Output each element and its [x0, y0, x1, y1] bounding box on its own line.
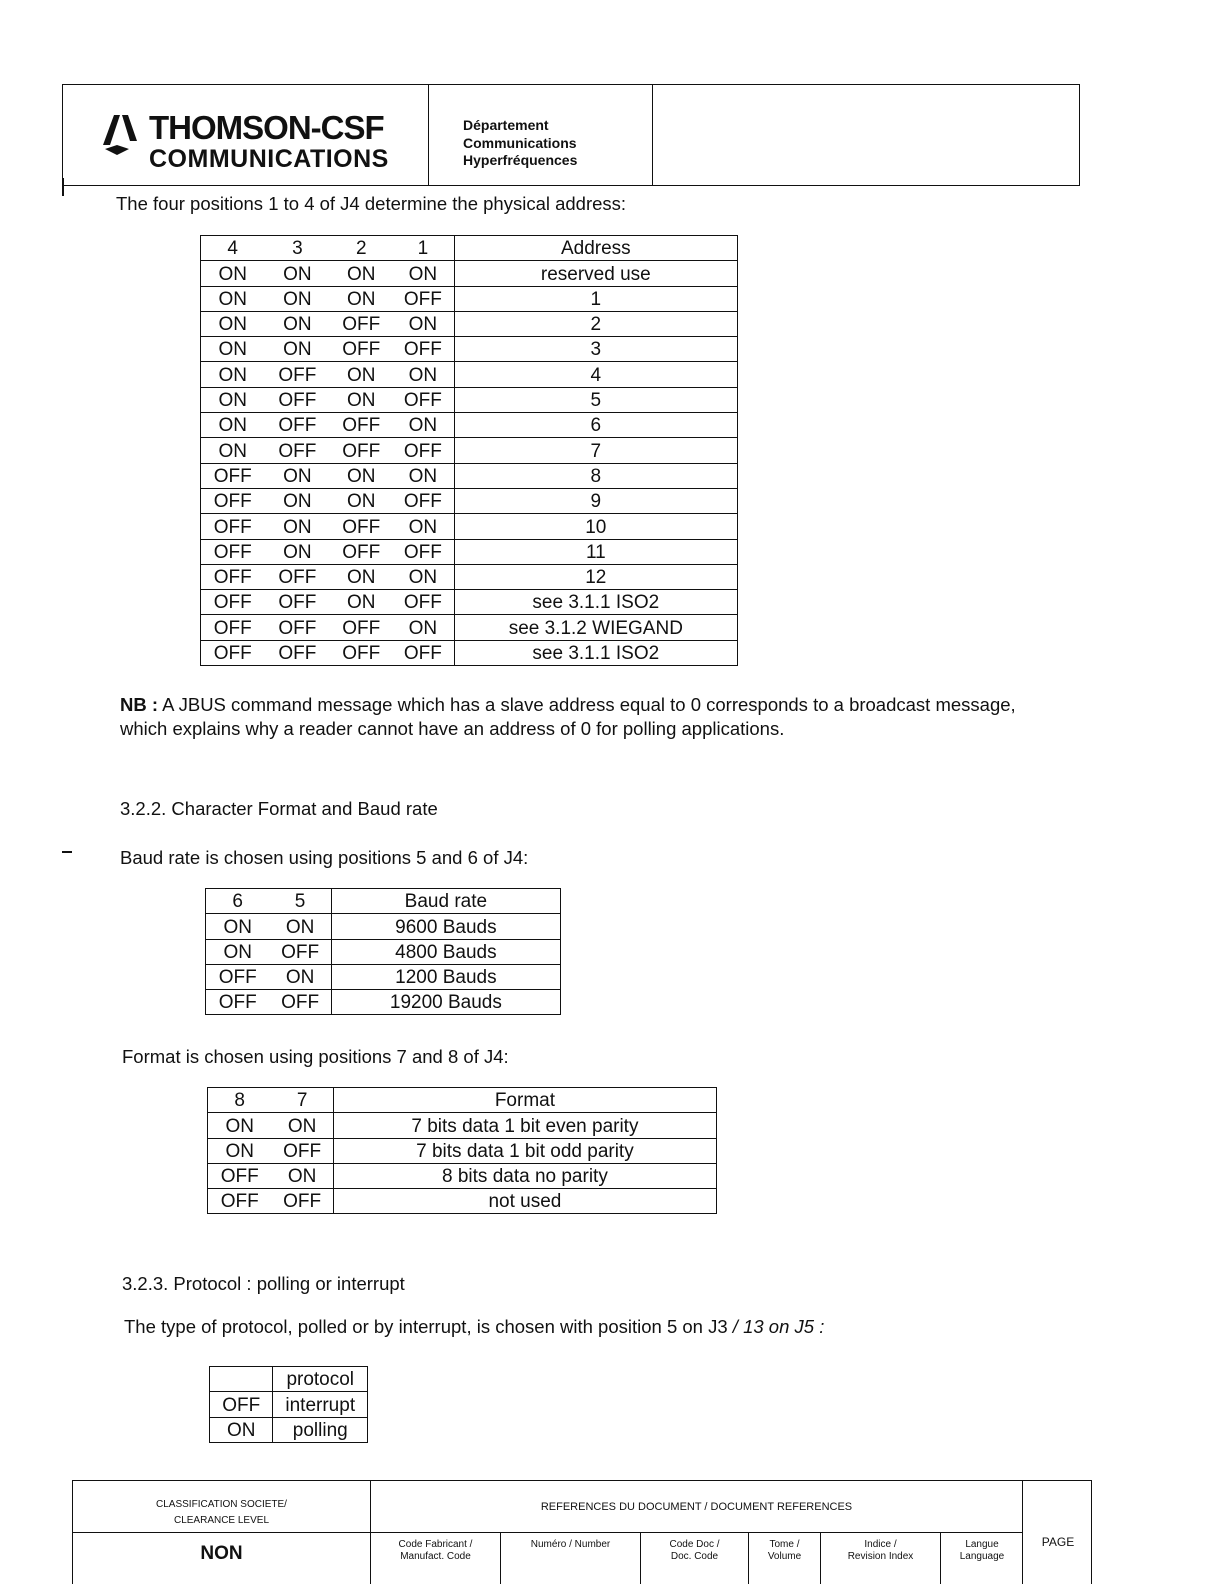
- format-table: [207, 1087, 717, 1214]
- corner-mark: [62, 178, 64, 196]
- table-cell: ON: [201, 387, 265, 412]
- table-row: [201, 311, 738, 336]
- table-cell: OFF: [264, 438, 330, 463]
- baud-intro: Baud rate is chosen using positions 5 and 6 of J4:: [120, 847, 529, 868]
- table-cell: OFF: [392, 488, 454, 513]
- table-cell: OFF: [210, 1392, 273, 1417]
- protocol-intro-text: The type of protocol, polled or by interrupt, is chosen with position 5 on J3: [124, 1316, 733, 1337]
- division-name: COMMUNICATIONS: [149, 145, 389, 173]
- table-cell: ON: [392, 463, 454, 488]
- table-cell: ON: [264, 311, 330, 336]
- table-row: [201, 615, 738, 640]
- table-cell: OFF: [206, 990, 270, 1015]
- table-header-row: [210, 1367, 368, 1392]
- table-cell: OFF: [330, 640, 392, 665]
- table-cell: 19200 Bauds: [331, 990, 560, 1015]
- classification-block: [73, 1481, 371, 1584]
- protocol-intro: [124, 1316, 824, 1338]
- ref-col-label: Manufact. Code: [400, 1551, 471, 1562]
- table-cell: OFF: [206, 964, 270, 989]
- table-cell: OFF: [201, 590, 265, 615]
- table-cell: ON: [264, 261, 330, 286]
- table-row: [201, 514, 738, 539]
- table-row: [208, 1189, 717, 1214]
- table-cell: ON: [208, 1113, 272, 1138]
- page-footer: [72, 1480, 1092, 1584]
- intro-text: The four positions 1 to 4 of J4 determine the physical address:: [116, 193, 627, 214]
- classification-label: CLEARANCE LEVEL: [173, 1515, 270, 1526]
- table-cell: 9: [454, 488, 737, 513]
- table-cell: see 3.1.1 ISO2: [454, 590, 737, 615]
- table-cell: OFF: [264, 387, 330, 412]
- table-cell: OFF: [392, 539, 454, 564]
- header-cell: 7: [271, 1088, 333, 1113]
- table-cell: ON: [264, 488, 330, 513]
- table-cell: 7: [454, 438, 737, 463]
- table-row: [201, 488, 738, 513]
- table-cell: 1: [454, 286, 737, 311]
- header-cell: Format: [333, 1088, 716, 1113]
- ref-col-volume: [749, 1533, 821, 1584]
- table-header-row: [208, 1088, 717, 1113]
- table-cell: ON: [206, 939, 270, 964]
- header-cell: 1: [392, 236, 454, 261]
- table-row: [201, 261, 738, 286]
- table-cell: ON: [392, 615, 454, 640]
- header-cell: 6: [206, 889, 270, 914]
- table-cell: OFF: [271, 1189, 333, 1214]
- table-row: [208, 1163, 717, 1188]
- table-cell: 7 bits data 1 bit odd parity: [333, 1138, 716, 1163]
- table-row: [201, 640, 738, 665]
- ref-col-label: Indice /: [864, 1539, 897, 1550]
- table-cell: ON: [269, 964, 331, 989]
- table-header-row: [206, 889, 561, 914]
- table-cell: ON: [201, 261, 265, 286]
- table-row: [201, 539, 738, 564]
- ref-col-label: Langue: [965, 1539, 999, 1550]
- table-row: [201, 590, 738, 615]
- table-cell: 4: [454, 362, 737, 387]
- header-cell: Address: [454, 236, 737, 261]
- table-cell: OFF: [330, 539, 392, 564]
- table-cell: 10: [454, 514, 737, 539]
- table-row: [201, 362, 738, 387]
- nb-text: A JBUS command message which has a slave address equal to 0 corresponds to a broadcast message,: [158, 694, 1016, 715]
- table-row: [206, 939, 561, 964]
- table-cell: ON: [392, 564, 454, 589]
- table-cell: reserved use: [454, 261, 737, 286]
- thomson-logo-icon: [95, 111, 141, 157]
- table-cell: ON: [264, 463, 330, 488]
- table-cell: ON: [330, 564, 392, 589]
- ref-col-label: Code Doc /: [669, 1539, 720, 1550]
- department-line: Communications: [463, 134, 577, 151]
- table-cell: OFF: [392, 640, 454, 665]
- ref-col-number: [501, 1533, 641, 1584]
- ref-col-manufact-code: [371, 1533, 501, 1584]
- table-cell: 4800 Bauds: [331, 939, 560, 964]
- table-cell: ON: [330, 362, 392, 387]
- page-header: [62, 84, 1080, 186]
- table-cell: OFF: [330, 514, 392, 539]
- department-line: Département: [463, 117, 549, 133]
- header-cell: 2: [330, 236, 392, 261]
- table-cell: ON: [330, 590, 392, 615]
- table-cell: 6: [454, 413, 737, 438]
- department-block: [429, 85, 653, 185]
- table-cell: OFF: [392, 590, 454, 615]
- table-cell: 9600 Bauds: [331, 914, 560, 939]
- ref-col-language: [941, 1533, 1023, 1584]
- table-cell: ON: [210, 1417, 273, 1442]
- table-cell: ON: [208, 1138, 272, 1163]
- table-cell: OFF: [392, 387, 454, 412]
- nb-line-1: [120, 694, 1016, 716]
- table-cell: ON: [271, 1163, 333, 1188]
- table-cell: OFF: [201, 463, 265, 488]
- ref-col-label: Numéro / Number: [530, 1539, 611, 1550]
- table-cell: OFF: [201, 488, 265, 513]
- header-cell: protocol: [273, 1367, 368, 1392]
- table-cell: 8: [454, 463, 737, 488]
- logo-block: [63, 85, 429, 185]
- department-line: Hyperfréquences: [463, 152, 578, 168]
- table-header-row: [201, 236, 738, 261]
- table-cell: OFF: [201, 539, 265, 564]
- table-cell: OFF: [264, 413, 330, 438]
- table-cell: ON: [271, 1113, 333, 1138]
- section-title-322: 3.2.2. Character Format and Baud rate: [120, 798, 438, 819]
- table-row: [201, 438, 738, 463]
- references-title: REFERENCES DU DOCUMENT / DOCUMENT REFERENCES: [371, 1481, 1022, 1533]
- table-cell: 1200 Bauds: [331, 964, 560, 989]
- table-cell: ON: [201, 362, 265, 387]
- table-row: [206, 964, 561, 989]
- table-cell: OFF: [264, 640, 330, 665]
- table-row: [210, 1417, 368, 1442]
- table-cell: ON: [206, 914, 270, 939]
- header-cell: 3: [264, 236, 330, 261]
- ref-col-label: Volume: [767, 1551, 802, 1562]
- table-cell: OFF: [330, 438, 392, 463]
- table-cell: OFF: [264, 615, 330, 640]
- table-cell: OFF: [201, 615, 265, 640]
- table-cell: OFF: [201, 564, 265, 589]
- table-cell: OFF: [264, 362, 330, 387]
- baud-rate-table: [205, 888, 561, 1015]
- table-cell: OFF: [330, 337, 392, 362]
- table-cell: ON: [392, 261, 454, 286]
- table-row: [210, 1392, 368, 1417]
- table-cell: OFF: [392, 286, 454, 311]
- ref-col-label: Code Fabricant /: [398, 1539, 473, 1550]
- table-row: [201, 413, 738, 438]
- table-cell: interrupt: [273, 1392, 368, 1417]
- protocol-intro-italic: / 13 on J5 :: [732, 1316, 825, 1337]
- table-cell: ON: [201, 438, 265, 463]
- table-cell: 5: [454, 387, 737, 412]
- table-cell: OFF: [269, 939, 331, 964]
- ref-col-label: Doc. Code: [670, 1551, 719, 1562]
- table-cell: 3: [454, 337, 737, 362]
- table-cell: 2: [454, 311, 737, 336]
- table-cell: ON: [392, 362, 454, 387]
- table-cell: ON: [392, 514, 454, 539]
- table-cell: see 3.1.1 ISO2: [454, 640, 737, 665]
- margin-mark: [62, 851, 72, 853]
- nb-label: NB :: [120, 694, 159, 715]
- table-cell: ON: [392, 413, 454, 438]
- classification-value: NON: [200, 1543, 243, 1564]
- table-cell: ON: [264, 514, 330, 539]
- table-row: [201, 463, 738, 488]
- table-cell: ON: [201, 286, 265, 311]
- protocol-table: [209, 1366, 368, 1443]
- table-cell: OFF: [201, 514, 265, 539]
- ref-col-doc-code: [641, 1533, 749, 1584]
- header-cell: Baud rate: [331, 889, 560, 914]
- table-cell: OFF: [201, 640, 265, 665]
- address-table: [200, 235, 738, 666]
- table-cell: not used: [333, 1189, 716, 1214]
- table-row: [206, 990, 561, 1015]
- ref-col-label: Revision Index: [847, 1551, 914, 1562]
- table-cell: see 3.1.2 WIEGAND: [454, 615, 737, 640]
- header-cell: 4: [201, 236, 265, 261]
- header-cell: [210, 1367, 273, 1392]
- table-cell: ON: [264, 337, 330, 362]
- table-cell: ON: [330, 261, 392, 286]
- header-cell: 8: [208, 1088, 272, 1113]
- table-cell: OFF: [392, 337, 454, 362]
- page-label: PAGE: [1041, 1535, 1075, 1549]
- section-title-323: 3.2.3. Protocol : polling or interrupt: [122, 1273, 405, 1294]
- table-cell: ON: [201, 337, 265, 362]
- nb-line-2: which explains why a reader cannot have an address of 0 for polling applications.: [120, 718, 785, 739]
- table-row: [201, 337, 738, 362]
- table-cell: ON: [330, 463, 392, 488]
- table-cell: 12: [454, 564, 737, 589]
- table-cell: OFF: [271, 1138, 333, 1163]
- table-row: [206, 914, 561, 939]
- table-row: [208, 1138, 717, 1163]
- table-cell: 8 bits data no parity: [333, 1163, 716, 1188]
- classification-label: CLASSIFICATION SOCIETE/: [156, 1499, 287, 1510]
- ref-col-label: Language: [959, 1551, 1005, 1562]
- table-cell: OFF: [330, 311, 392, 336]
- table-cell: OFF: [264, 564, 330, 589]
- table-cell: OFF: [269, 990, 331, 1015]
- format-intro: Format is chosen using positions 7 and 8 of J4:: [122, 1046, 509, 1067]
- table-cell: ON: [269, 914, 331, 939]
- table-row: [201, 564, 738, 589]
- table-cell: ON: [201, 413, 265, 438]
- table-cell: ON: [201, 311, 265, 336]
- table-cell: ON: [330, 488, 392, 513]
- company-name: THOMSON-CSF: [149, 109, 384, 146]
- table-row: [201, 387, 738, 412]
- table-cell: polling: [273, 1417, 368, 1442]
- table-cell: OFF: [208, 1189, 272, 1214]
- table-cell: ON: [330, 286, 392, 311]
- table-cell: OFF: [330, 615, 392, 640]
- table-cell: ON: [264, 286, 330, 311]
- table-cell: OFF: [392, 438, 454, 463]
- references-block: [371, 1481, 1023, 1584]
- table-cell: ON: [392, 311, 454, 336]
- table-row: [208, 1113, 717, 1138]
- ref-col-revision: [821, 1533, 941, 1584]
- table-cell: ON: [264, 539, 330, 564]
- table-cell: OFF: [208, 1163, 272, 1188]
- table-cell: OFF: [330, 413, 392, 438]
- header-cell: 5: [269, 889, 331, 914]
- table-cell: OFF: [264, 590, 330, 615]
- table-cell: 7 bits data 1 bit even parity: [333, 1113, 716, 1138]
- table-cell: ON: [330, 387, 392, 412]
- table-row: [201, 286, 738, 311]
- ref-col-label: Tome /: [769, 1539, 800, 1550]
- table-cell: 11: [454, 539, 737, 564]
